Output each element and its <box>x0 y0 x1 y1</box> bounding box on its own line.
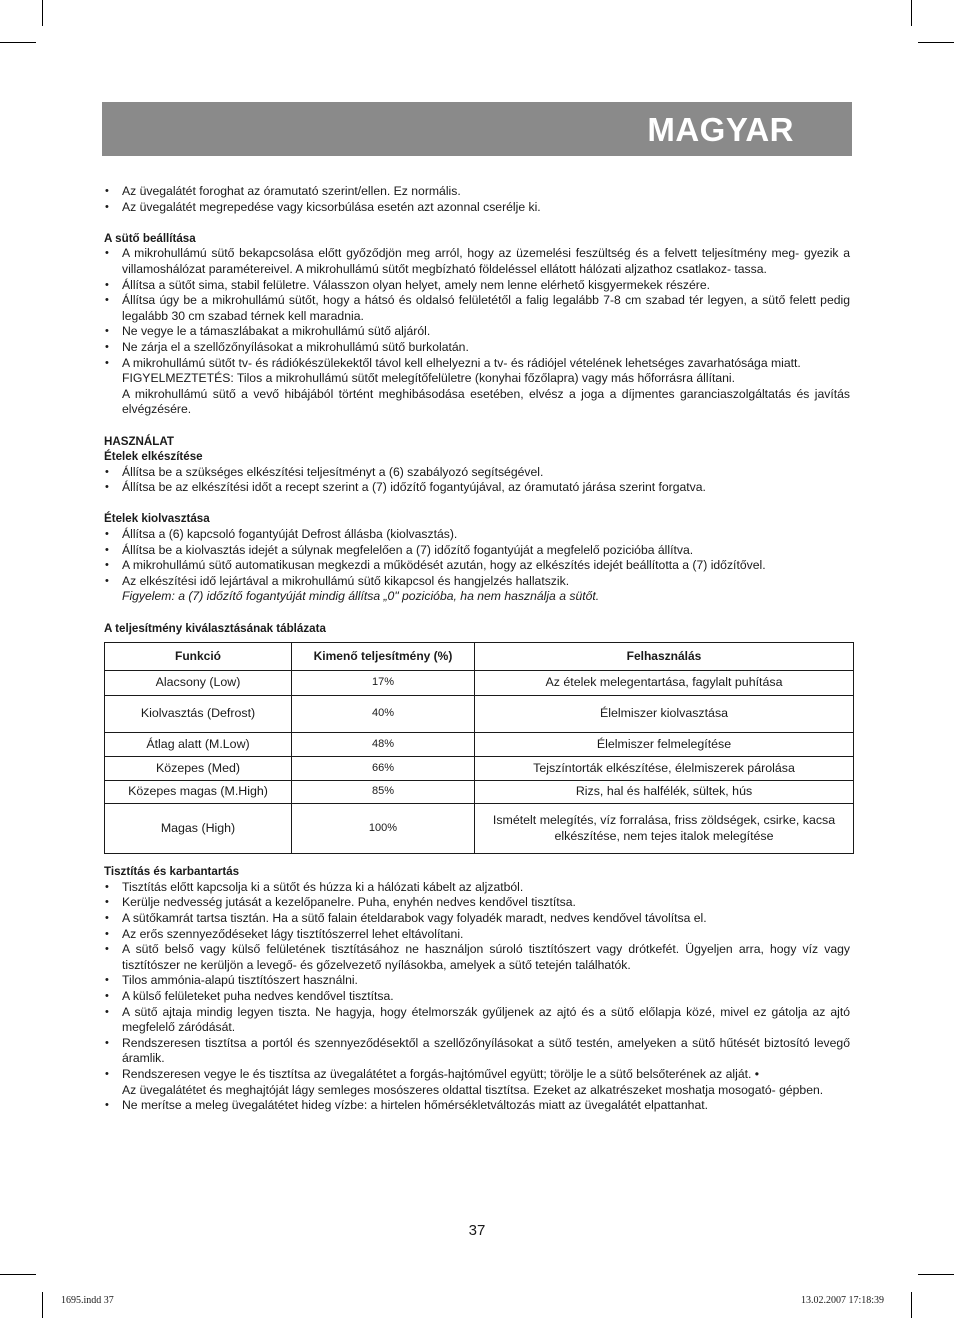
crop-mark <box>42 0 43 26</box>
usage-heading: HASZNÁLAT <box>104 434 174 448</box>
list-item: • Az erős szennyeződéseket lágy tisztítószerrel lehet eltávolítani. <box>104 927 850 943</box>
power-table <box>104 642 854 854</box>
list-item: • A sütőkamrát tartsa tisztán. Ha a sütő falain ételdarabok vagy folyadék maradt, nedves kendővel távolítsa el. <box>104 911 850 927</box>
list-item: • Tilos ammónia-alapú tisztítószert használni. <box>104 973 850 989</box>
page-content <box>104 184 850 1114</box>
table-cell: Élelmiszer kiolvasztása <box>475 696 854 733</box>
crop-mark <box>918 1274 954 1275</box>
table-cell: Közepes magas (M.High) <box>105 781 292 804</box>
list-item: • Az elkészítési idő lejártával a mikrohullámú sütő kikapcsol és hangjelzés hallatszik. <box>104 574 850 590</box>
list-item: • Az üvegalátét megrepedése vagy kicsorbúlása esetén azt azonnal cserélje ki. <box>104 200 850 216</box>
column-header: Funkció <box>105 643 292 671</box>
defrost-heading: Ételek kiolvasztása <box>104 512 210 526</box>
table-cell: 40% <box>292 696 475 733</box>
setup-heading: A sütő beállítása <box>104 231 196 245</box>
list-item: • Ne merítse a meleg üvegalátétet hideg vízbe: a hirtelen hőmérsékletváltozás miatt az üvegalátét elpattanhat. <box>104 1098 850 1114</box>
table-cell: Magas (High) <box>105 804 292 854</box>
list-item: • Állítsa be a kiolvasztás idejét a súlynak megfelelően a (7) időzítő fogantyúját a megfelelő pozicióba állítva. <box>104 543 850 559</box>
list-item: • Állítsa úgy be a mikrohullámú sütőt, hogy a hátsó és oldalsó felületétől a falig legalább 7-8 cm szabad tér legyen, a sütő felett pedig legalább 30 cm szabad térnek kell maradnia. <box>104 293 850 324</box>
table-cell: 66% <box>292 757 475 781</box>
page-number: 37 <box>468 1222 486 1239</box>
list-item: • Tisztítás előtt kapcsolja ki a sütőt és húzza ki a hálózati kábelt az aljzatból. <box>104 880 850 896</box>
list-item: • A mikrohullámú sütőt tv- és rádiókészülekektől távol kell elhelyezni a tv- és rádiójel vételének lehetséges zavarhatósága miatt. <box>104 356 850 372</box>
list-item: • Az üvegalátét foroghat az óramutató szerint/ellen. Ez normális. <box>104 184 850 200</box>
warranty-text: A mikrohullámú sütő a vevő hibájából történt meghibásodása esetében, elvész a joga a díjmentes garanciaszolgáltatás és javítás elvégzésére. <box>122 386 850 417</box>
table-cell: Élelmiszer felmelegítése <box>475 733 854 757</box>
defrost-list <box>104 527 850 589</box>
list-item: • Kerülje nedvesség jutását a kezelőpanelre. Puha, enyhén nedves kendővel tisztítsa. <box>104 895 850 911</box>
table-cell: 85% <box>292 781 475 804</box>
list-item: • Rendszeresen vegye le és tisztítsa az üvegalátétet a forgás-hajtóművel együtt; törölje le a sütő belsőterének az alját. • <box>104 1067 850 1083</box>
column-header: Kimenő teljesítmény (%) <box>292 643 475 671</box>
table-cell: 100% <box>292 804 475 854</box>
table-row <box>105 804 854 854</box>
table-cell: Ismételt melegítés, víz forralása, friss zöldségek, csirke, kacsa elkészítése, nem tejes italok melegítése <box>475 804 854 854</box>
cleaning-list-last <box>104 1098 850 1114</box>
table-header-row <box>105 643 854 671</box>
table-cell: Átlag alatt (M.Low) <box>105 733 292 757</box>
cooking-list <box>104 465 850 496</box>
table-cell: Rizs, hal és halfélék, sültek, hús <box>475 781 854 804</box>
list-item: • A mikrohullámú sütő bekapcsolása előtt győződjön meg arról, hogy az üzemelési feszültség és a felvett teljesítmény meg- gyezik a villamoshálózat paramétereivel. A mikrohullámú sütőt megbízható földeléssel ellátott hálózati aljzathoz csatlakoz- tassa. <box>104 246 850 277</box>
crop-mark <box>0 1274 36 1275</box>
list-item: • Ne zárja el a szellőzőnyílásokat a mikrohullámú sütő burkolatán. <box>104 340 850 356</box>
crop-mark <box>0 42 36 43</box>
table-cell: 48% <box>292 733 475 757</box>
language-header-bar <box>102 102 852 156</box>
setup-list <box>104 246 850 371</box>
power-table-heading: A teljesítmény kiválasztásának táblázata <box>104 621 326 635</box>
table-row <box>105 781 854 804</box>
crop-mark <box>918 42 954 43</box>
list-item: • Állítsa be az elkészítési időt a recept szerint a (7) időzítő fogantyújával, az óramutató járása szerint forgatva. <box>104 480 850 496</box>
list-item: • Állítsa a sütőt sima, stabil felületre. Válasszon olyan helyet, amely nem lenne elérhető kisgyermekek részére. <box>104 278 850 294</box>
table-row <box>105 696 854 733</box>
list-item: • Ne vegye le a támaszlábakat a mikrohullámú sütő aljáról. <box>104 324 850 340</box>
table-cell: Kiolvasztás (Defrost) <box>105 696 292 733</box>
warning-text: FIGYELMEZTETÉS: Tilos a mikrohullámú sütőt melegítőfelületre (konyhai főzőlapra) vagy más hőforrásra állítani. <box>122 371 736 386</box>
crop-mark <box>911 0 912 26</box>
column-header: Felhasználás <box>475 643 854 671</box>
table-cell: Az ételek melegentartása, fagylalt puhítása <box>475 671 854 696</box>
table-cell: Tejszíntorták elkészítése, élelmiszerek párolása <box>475 757 854 781</box>
cleaning-heading: Tisztítás és karbantartás <box>104 865 240 879</box>
list-item: • A mikrohullámú sütő automatikusan megkezdi a működését azután, hogy az elkészítés idejét beállította a (7) időzítővel. <box>104 558 850 574</box>
list-item: • A külső felületeket puha nedves kendővel tisztítsa. <box>104 989 850 1005</box>
list-item: • Állítsa a (6) kapcsoló fogantyúját Defrost állásba (kiolvasztás). <box>104 527 850 543</box>
table-row <box>105 757 854 781</box>
crop-mark <box>911 1292 912 1318</box>
list-item: • A sütő belső vagy külső felületének tisztításához ne használjon súroló tisztítószert vagy drótkefét. Ügyeljen arra, hogy víz vagy tisztítószer ne kerüljön a levegő- és gőzelvezető nyílásokba, amelyek a sütő tetején találhatók. <box>104 942 850 973</box>
list-item: • A sütő ajtaja mindig legyen tiszta. Ne hagyja, hogy ételmorszák gyűljenek az ajtó és a sütő előlapja közé, mivel ez gátolja az ajtó megfelelő záródását. <box>104 1005 850 1036</box>
table-row <box>105 671 854 696</box>
list-item: • Állítsa be a szükséges elkészítési teljesítményt a (6) szabályozó segítségével. <box>104 465 850 481</box>
table-cell: 17% <box>292 671 475 696</box>
table-row <box>105 733 854 757</box>
list-item: • Rendszeresen tisztítsa a portól és szennyeződésektől a szellőzőnyílásokat a sütő testén, amelyeken a sütő hűtését biztosító levegő áramlik. <box>104 1036 850 1067</box>
cooking-heading: Ételek elkészítése <box>104 450 203 464</box>
footer-file: 1695.indd 37 <box>61 1295 114 1306</box>
crop-mark <box>42 1292 43 1318</box>
intro-list <box>104 184 850 215</box>
table-cell: Közepes (Med) <box>105 757 292 781</box>
table-cell: Alacsony (Low) <box>105 671 292 696</box>
glass-note: Az üvegalátétet és meghajtóját lágy semleges mosószeres oldattal tisztítsa. Ezeket az alkatrészeket moshatja mosogató- gépben. <box>122 1082 824 1097</box>
cleaning-list <box>104 880 850 1083</box>
defrost-note: Figyelem: a (7) időzítő fogantyúját mindig állítsa „0" pozicióba, ha nem használja a sütőt. <box>122 589 600 604</box>
footer-timestamp: 13.02.2007 17:18:39 <box>800 1295 884 1306</box>
page-title: MAGYAR <box>647 111 794 148</box>
